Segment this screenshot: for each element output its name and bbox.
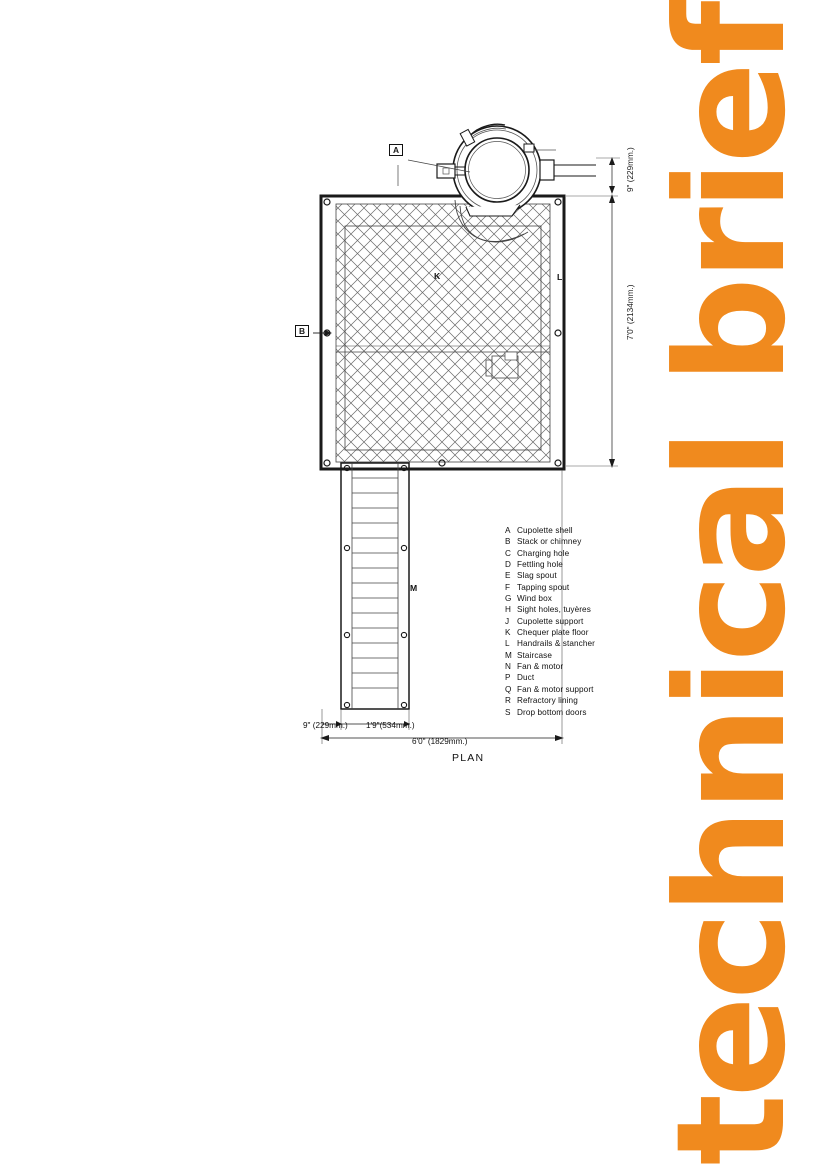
legend-key: D bbox=[505, 560, 512, 570]
dimension-stair-left-label: 9" (229mm.) bbox=[303, 721, 348, 730]
legend-key: S bbox=[505, 707, 511, 717]
legend-desc: Sight holes, tuyères bbox=[517, 605, 591, 615]
dim-height-arrow-top bbox=[609, 194, 615, 203]
shell-connector bbox=[443, 168, 449, 174]
section-marker-b: B bbox=[295, 325, 309, 337]
vertical-title-banner bbox=[637, 0, 827, 1169]
legend-key: F bbox=[505, 582, 511, 592]
dim-width-arrow-left bbox=[320, 735, 329, 741]
part-label-k: K bbox=[434, 271, 441, 281]
legend-desc: Refractory lining bbox=[517, 696, 578, 706]
legend-item bbox=[505, 559, 595, 570]
shell-right-bracket bbox=[540, 160, 554, 180]
legend-item bbox=[505, 616, 595, 627]
legend-item bbox=[505, 570, 595, 581]
part-label-m: M bbox=[410, 583, 418, 593]
shell-top-tab bbox=[524, 144, 534, 152]
legend-item bbox=[505, 672, 595, 683]
legend-key: L bbox=[505, 639, 510, 649]
legend-item bbox=[505, 684, 595, 695]
legend-key: J bbox=[505, 616, 510, 626]
stair-stanchion-dot bbox=[401, 702, 406, 707]
stair-stanchion-dot bbox=[344, 702, 349, 707]
dimension-overall-width-label: 6'0" (1829mm.) bbox=[412, 737, 468, 746]
stair-stanchion-dot bbox=[344, 545, 349, 550]
stair-stanchion-dot bbox=[401, 632, 406, 637]
legend-item bbox=[505, 650, 595, 661]
legend-item bbox=[505, 548, 595, 559]
legend-key: M bbox=[505, 650, 512, 660]
part-label-l: L bbox=[557, 272, 563, 282]
platform-group bbox=[321, 196, 564, 469]
stair-stanchion-dot bbox=[401, 545, 406, 550]
legend-desc: Wind box bbox=[517, 594, 552, 604]
legend bbox=[505, 525, 595, 718]
legend-item bbox=[505, 604, 595, 615]
legend-key: Q bbox=[505, 684, 512, 694]
legend-key: H bbox=[505, 605, 512, 615]
legend-desc: Charging hole bbox=[517, 548, 570, 558]
floor-hatch-b bbox=[336, 204, 550, 462]
stanchion-dot bbox=[555, 330, 561, 336]
dimension-height-label: 7'0" (2134mm.) bbox=[626, 284, 635, 340]
legend-key: E bbox=[505, 571, 511, 581]
legend-desc: Duct bbox=[517, 673, 535, 683]
legend-desc: Tapping spout bbox=[517, 582, 570, 592]
stanchion-dot bbox=[324, 460, 330, 466]
legend-key: N bbox=[505, 662, 512, 672]
legend-desc: Cupolette support bbox=[517, 616, 584, 626]
legend-item bbox=[505, 627, 595, 638]
legend-desc: Drop bottom doors bbox=[517, 707, 587, 717]
legend-key: C bbox=[505, 548, 512, 558]
stanchion-dot bbox=[555, 460, 561, 466]
legend-key: P bbox=[505, 673, 511, 683]
dimension-top-offset bbox=[596, 157, 620, 194]
legend-desc: Chequer plate floor bbox=[517, 628, 589, 638]
dim-height-arrow-bottom bbox=[609, 459, 615, 468]
legend-desc: Stack or chimney bbox=[517, 537, 582, 547]
dimension-stair-width-label: 1'9"(534mm.) bbox=[366, 721, 415, 730]
dimension-top-offset-label: 9" (229mm.) bbox=[626, 147, 635, 192]
stanchion-dot bbox=[324, 199, 330, 205]
stanchion-dot bbox=[555, 199, 561, 205]
dim-top-arrow-down bbox=[609, 186, 615, 194]
legend-desc: Staircase bbox=[517, 650, 553, 660]
legend-desc: Slag spout bbox=[517, 571, 557, 581]
legend-item bbox=[505, 525, 595, 536]
legend-key: R bbox=[505, 696, 512, 706]
legend-item bbox=[505, 661, 595, 672]
legend-desc: Cupolette shell bbox=[517, 526, 573, 535]
plan-caption: PLAN bbox=[452, 752, 485, 764]
dimension-height bbox=[566, 194, 618, 468]
dim-width-arrow-right bbox=[555, 735, 564, 741]
legend-item bbox=[505, 593, 595, 604]
legend-desc: Handrails & stancher bbox=[517, 639, 595, 649]
section-marker-a: A bbox=[389, 144, 403, 156]
legend-item bbox=[505, 638, 595, 649]
legend-item bbox=[505, 707, 595, 718]
legend-desc: Fan & motor support bbox=[517, 684, 594, 694]
legend-item bbox=[505, 536, 595, 547]
legend-item bbox=[505, 582, 595, 593]
legend-key: K bbox=[505, 628, 511, 638]
legend-key: B bbox=[505, 537, 511, 547]
vertical-title-text: technical brief bbox=[645, 4, 819, 1165]
staircase-outline bbox=[341, 463, 409, 709]
legend-key: G bbox=[505, 594, 512, 604]
floor-detail-small bbox=[505, 352, 517, 360]
legend-desc: Fan & motor bbox=[517, 662, 564, 672]
legend-desc: Fettling hole bbox=[517, 560, 563, 570]
stair-stanchion-dot bbox=[344, 632, 349, 637]
staircase-group bbox=[341, 463, 409, 709]
legend-key: A bbox=[505, 526, 511, 535]
legend-item bbox=[505, 695, 595, 706]
